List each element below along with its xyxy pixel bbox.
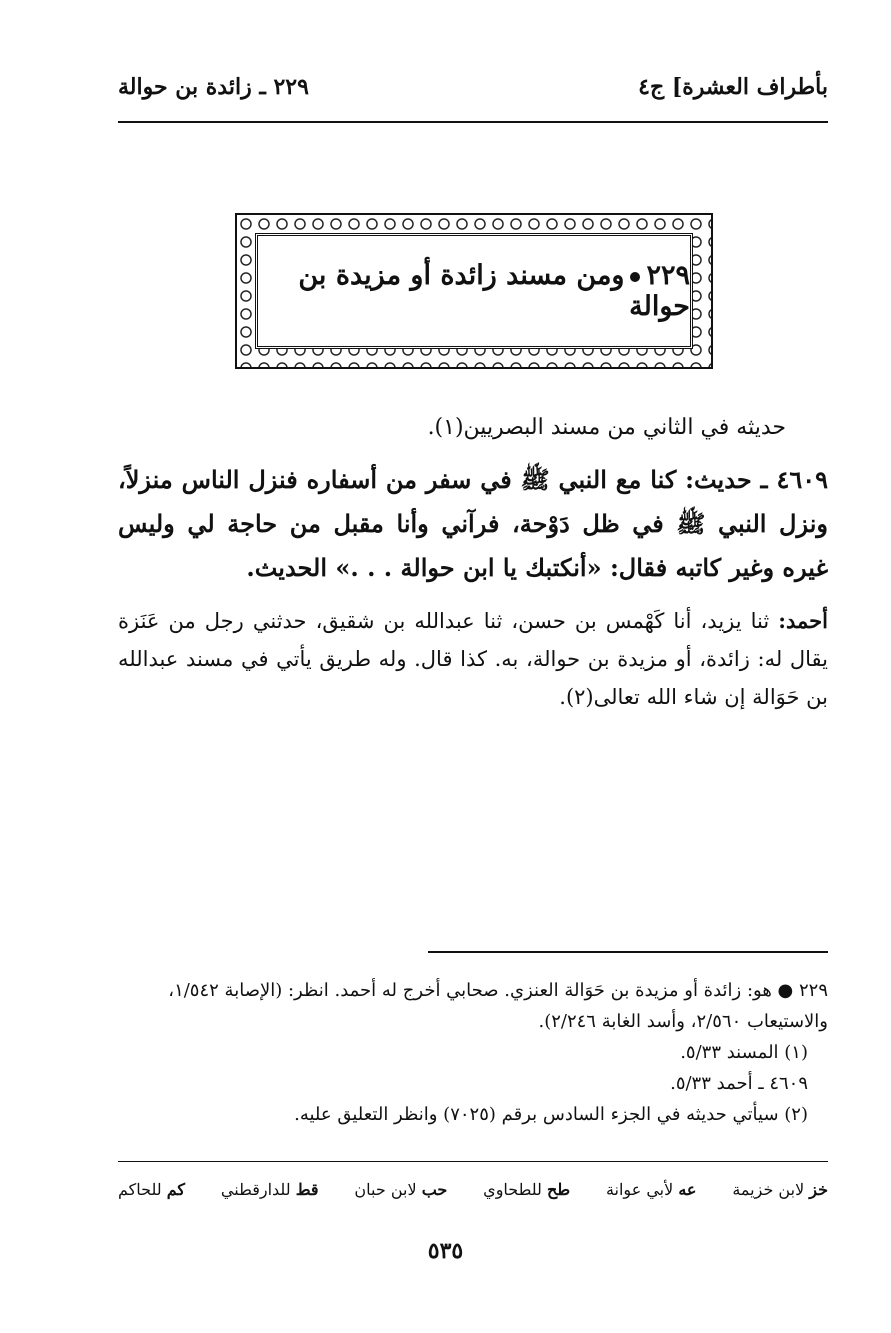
source-paragraph bbox=[118, 602, 828, 716]
footnote-item: ٢٢٩ ● هو: زائدة أو مزيدة بن حَوَالة العنزي. صحابي أخرج له أحمد. انظر: (الإصابة ١/٥٤٢، والاستيعاب ٢/٥٦٠، وأسد الغابة ٢/٢٤٦). bbox=[168, 980, 828, 1032]
footnote-item: (١) المسند ٥/٣٣. bbox=[680, 1042, 808, 1063]
abbreviation-item: خز لابن خزيمة bbox=[732, 1180, 828, 1199]
footnotes bbox=[118, 975, 828, 1130]
abbreviation-divider bbox=[118, 1161, 828, 1162]
intro-line: حديثه في الثاني من مسند البصريين(١). bbox=[427, 415, 786, 440]
hadith-text: ٤٦٠٩ ـ حديث: كنا مع النبي ﷺ في سفر من أسفاره فنزل الناس منزلاً، ونزل النبي ﷺ في ظل دَوْحة، فرآني وأنا مقبل من حاجة لي وليس غيره وغير كاتبه فقال: «أنكتبك يا ابن حوالة . . .» الحديث. bbox=[118, 465, 828, 582]
footnote-item: ٤٦٠٩ ـ أحمد ٥/٣٣. bbox=[670, 1073, 808, 1094]
header-book-title: بأطراف العشرة] ج٤ bbox=[638, 74, 828, 100]
footnote-divider bbox=[428, 951, 828, 953]
running-header bbox=[118, 74, 828, 114]
section-heading bbox=[258, 260, 690, 322]
ornamental-title-frame bbox=[235, 213, 713, 369]
abbreviation-item: حب لابن حبان bbox=[354, 1180, 448, 1199]
abbreviation-item: كم للحاكم bbox=[118, 1180, 186, 1199]
header-divider bbox=[118, 121, 828, 123]
source-text: ثنا يزيد، أنا كَهْمس بن حسن، ثنا عبدالله بن شقيق، حدثني رجل من عَنَزة يقال له: زائدة، أو مزيدة بن حوالة، به. كذا قال. وله طريق يأتي في مسند عبدالله بن حَوَالة إن شاء الله تعالى(٢). bbox=[118, 609, 828, 709]
section-number: ٢٢٩ bbox=[646, 260, 690, 291]
page-number: ٥٣٥ bbox=[427, 1238, 464, 1264]
abbreviation-item: قط للدارقطني bbox=[220, 1180, 319, 1199]
abbreviation-item: طح للطحاوي bbox=[483, 1180, 571, 1199]
bullet-icon bbox=[630, 272, 640, 282]
title-frame-inner bbox=[255, 233, 693, 349]
section-heading-text: ومن مسند زائدة أو مزيدة بن حوالة bbox=[298, 260, 690, 322]
header-section-title: ٢٢٩ ـ زائدة بن حوالة bbox=[118, 74, 309, 100]
source-lead: أحمد: bbox=[778, 608, 828, 633]
abbreviation-item: عه لأبي عوانة bbox=[605, 1180, 697, 1199]
footnote-item: (٢) سيأتي حديثه في الجزء السادس برقم (٧٠٢٥) وانظر التعليق عليه. bbox=[294, 1104, 808, 1125]
abbreviation-legend bbox=[118, 1180, 828, 1199]
